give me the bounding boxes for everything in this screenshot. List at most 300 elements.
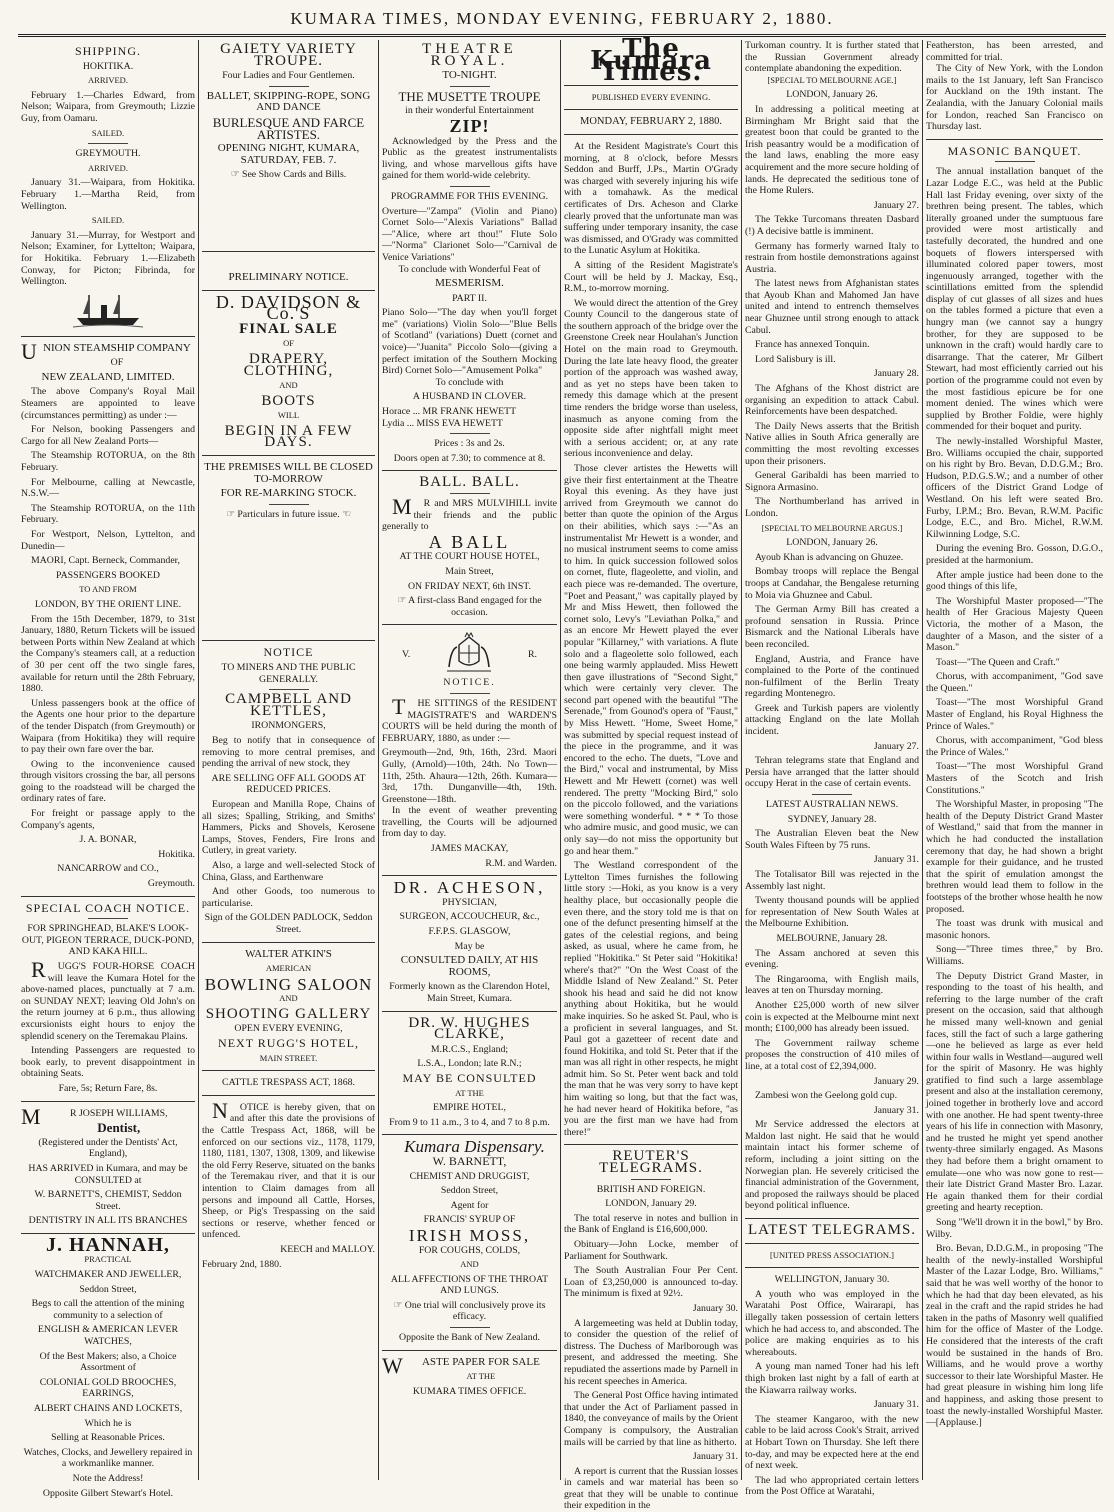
ad-text: ON FRIDAY NEXT, 6th INST. bbox=[407, 580, 531, 592]
ad-title: BEGIN IN A FEW DAYS. bbox=[224, 422, 353, 451]
ad-title: J. HANNAH, bbox=[46, 1233, 170, 1256]
ad-text: PASSENGERS BOOKED bbox=[56, 569, 160, 581]
divider bbox=[21, 1101, 195, 1102]
divider bbox=[382, 624, 557, 625]
article-paragraph: Bombay troops will replace the Bengal troops at Candahar, the Bengalese returning to Moia via Ghuznee and Cabul. bbox=[745, 566, 919, 601]
ad-text: Seddon Street, bbox=[79, 1283, 137, 1295]
ad-text: Seddon Street, bbox=[440, 1185, 499, 1197]
article-paragraph: Zambesi won the Geelong gold cup. bbox=[755, 1090, 898, 1102]
divider bbox=[450, 86, 490, 87]
ad-title: THE MUSETTE TROUPE bbox=[398, 88, 541, 104]
divider bbox=[202, 942, 375, 943]
ad-text: For Nelson, booking Passengers and Cargo for all New Zealand Ports— bbox=[21, 424, 195, 447]
ad-text: J. A. BONAR, bbox=[79, 834, 137, 846]
column-3 bbox=[379, 40, 560, 1478]
ad-text bbox=[202, 169, 375, 181]
header-title: KUMARA TIMES, MONDAY EVENING, FEBRUARY 2, 1880. bbox=[290, 9, 834, 28]
ad-title: NOTICE. bbox=[443, 677, 496, 689]
divider bbox=[450, 693, 490, 694]
divider bbox=[202, 455, 375, 456]
divider bbox=[564, 134, 738, 135]
dateline: January 31. bbox=[692, 1451, 738, 1463]
ad-text: Overture—"Zampa" (Violin and Piano) Cornet Solo—"Alexis Variations" Ballad—"Alice, where art thou!" Flute Solo—"Norma" Clarionet Solo—"Carnival de Venice Variations" bbox=[382, 205, 557, 263]
ad-title: NOTICE bbox=[263, 645, 314, 660]
section-heading: LATEST TELEGRAMS. bbox=[747, 1222, 917, 1239]
ad-text: KUMARA TIMES OFFICE. bbox=[412, 1385, 527, 1397]
ad-title: THEATRE ROYAL. bbox=[422, 41, 517, 69]
article-paragraph: The steamer Kangaroo, with the new cable to be laid across Cook's Strait, arrived at Hobart Town on Thursday. She left there to-day, and may be expected here at the end of next week. bbox=[745, 1413, 919, 1472]
ad-title: Kumara Dispensary. bbox=[404, 1137, 545, 1157]
ad-title: A BALL bbox=[428, 531, 511, 552]
ad-text: Opposite Gilbert Stewart's Hotel. bbox=[42, 1487, 174, 1499]
section-subheading: [SPECIAL TO MELBOURNE AGE.] bbox=[767, 74, 897, 85]
divider bbox=[202, 290, 375, 291]
ad-text: Greymouth—2nd, 9th, 16th, 23rd. Maori Gully, (Arnold)—10th, 24th. No Town—11th, 25th. Ahaura—12th, 26th. Kumara—3rd, 17th. Dunganville—4th, 19th. Greenstone—18th. bbox=[382, 747, 557, 805]
pointing-hand-icon: ☞ bbox=[230, 169, 242, 181]
ad-text: ENGLISH & AMERICAN LEVER WATCHES, bbox=[37, 1324, 179, 1348]
dateline: January 29. bbox=[873, 1075, 919, 1087]
ad-text: NEXT RUGG'S HOTEL, bbox=[218, 1036, 359, 1051]
divider bbox=[450, 1327, 490, 1328]
ad-text: FOR SPRINGHEAD, BLAKE'S LOOK-OUT, PIGEON TERRACE, DUCK-POND, AND KAKA HILL. bbox=[21, 923, 195, 958]
ad-text: AT THE bbox=[455, 1087, 484, 1098]
divider bbox=[382, 1350, 557, 1351]
divider bbox=[926, 139, 1103, 140]
article-paragraph: During the evening Bro. Gosson, D.G.O., presided at the harmonium. bbox=[926, 543, 1103, 566]
ad-title: WASTE PAPER FOR SALE bbox=[382, 1352, 540, 1378]
ad-text: AT THE bbox=[466, 1371, 496, 1382]
ad-text: M.R.C.S., England; bbox=[430, 1043, 509, 1055]
ad-text: Prices : 3s and 2s. bbox=[434, 438, 505, 450]
ad-text bbox=[382, 595, 557, 618]
ad-text: TO AND FROM bbox=[79, 584, 137, 595]
divider bbox=[450, 186, 490, 187]
ad-title: FINAL SALE bbox=[239, 320, 338, 337]
shipping-heading: SHIPPING. bbox=[74, 44, 141, 58]
ad-text: February 2nd, 1880. bbox=[202, 1258, 282, 1270]
ad-title: CATTLE TRESPASS ACT, 1868. bbox=[222, 1077, 355, 1089]
dateline: LONDON, January 26. bbox=[786, 537, 878, 549]
article-paragraph: Greek and Turkish papers are violently attacking England on the late Mollah incident. bbox=[745, 702, 919, 738]
article-paragraph: Mr Service addressed the electors at Maldon last night. He said that he would maintain intact his former scheme of reform, including a joint sitting on the Norwegian plan. He severely criticised the financial administration of the Government, and proposed the railways should be placed beyond political influence. bbox=[745, 1119, 919, 1212]
section-subheading: BRITISH AND FOREIGN. bbox=[596, 1183, 706, 1195]
ad-text: Greymouth. bbox=[147, 878, 195, 890]
article-paragraph: Another £25,000 worth of new silver coin is expected at the Melbourne mint next month; £100,000 has already been issued. bbox=[745, 999, 919, 1035]
divider bbox=[564, 1144, 738, 1145]
ad-text: AND bbox=[279, 380, 298, 391]
subheading: ARRIVED. bbox=[88, 162, 128, 173]
port-name: GREYMOUTH. bbox=[75, 148, 141, 160]
ad-text: Opposite the Bank of New Zealand. bbox=[399, 1332, 540, 1344]
crest-letter: R. bbox=[528, 648, 537, 660]
ad-text: LONDON, BY THE ORIENT LINE. bbox=[34, 598, 182, 610]
column-2 bbox=[199, 40, 378, 1478]
dateline: January 27. bbox=[873, 199, 919, 211]
article-paragraph: Toast—"The Queen and Craft." bbox=[936, 656, 1060, 668]
divider bbox=[202, 1095, 375, 1096]
dateline: January 28. bbox=[873, 368, 919, 380]
royal-crest-block bbox=[382, 631, 557, 677]
ad-text: Four Ladies and Four Gentlemen. bbox=[222, 70, 355, 82]
section-subheading: [SPECIAL TO MELBOURNE ARGUS.] bbox=[761, 522, 903, 533]
ad-text: Main Street, bbox=[445, 565, 494, 577]
ad-text: THE PREMISES WILL BE CLOSED TO-MORROW bbox=[204, 461, 373, 485]
ad-title: MR JOSEPH WILLIAMS, bbox=[21, 1103, 168, 1129]
article-paragraph: Featherston, has been arrested, and committed for trial. bbox=[926, 40, 1103, 63]
royal-crest-icon bbox=[443, 633, 495, 675]
ad-text: AT THE COURT HOUSE HOTEL, bbox=[399, 551, 540, 563]
article-paragraph: At the Resident Magistrate's Court this morning, at 8 o'clock, before Messrs Seddon and Burff, J.Ps., Martin O'Grady was charged with severely injuring his wife with a tomahawk. As the medical certificates of Drs. Acheson and Clarke clearly proved that the unfortunate man was suffering under temporary insanity, the case was dismissed, and O'Grady was committed to the Lunatic Asylum at Hokitika. bbox=[564, 140, 738, 257]
article-paragraph: France has annexed Tonquin. bbox=[755, 339, 870, 351]
ad-text: To conclude with Wonderful Feat of bbox=[398, 263, 541, 275]
article-paragraph: The Ringarooma, with English mails, leaves at ten on Thursday morning. bbox=[745, 973, 919, 997]
article-paragraph: Toast—"The most Worshipful Grand Master of England, his Royal Highness the Prince of Wales." bbox=[926, 697, 1103, 732]
divider bbox=[450, 493, 490, 494]
ad-text: Note the Address! bbox=[72, 1472, 144, 1484]
ad-text: HAS ARRIVED in Kumara, and may be CONSULTED at bbox=[28, 1162, 188, 1186]
article-paragraph: After ample justice had been done to the good things of this life, bbox=[926, 569, 1103, 593]
ad-text: One trial will conclusively prove its efficacy. bbox=[404, 1299, 546, 1323]
section-heading: LATEST AUSTRALIAN NEWS. bbox=[765, 799, 899, 811]
ad-title: WALTER ATKIN'S bbox=[245, 947, 332, 960]
pointing-hand-icon: ☞ bbox=[393, 1299, 405, 1311]
article-paragraph: Twenty thousand pounds will be applied for representation of New South Wales at the Melbourne Exhibition. bbox=[745, 895, 919, 930]
ad-title: BOOTS bbox=[261, 392, 316, 409]
article-paragraph: The German Army Bill has created a profound sensation in Russia. Prince Bismarck and the National Liberals have been reconciled. bbox=[745, 604, 919, 650]
divider bbox=[21, 336, 195, 337]
ad-text: NOTICE is hereby given, that on and after this date the provisions of the Cattle Trespass Act, 1868, will be enforced on our sections viz., 1178, 1179, 1180, 1181, 1307, 1308, 1309, and likewise the old Ferry Reserve, situated on the banks of the Teremakau river, and that it is our intention to Claim damages from all persons and impound all Cattle, Horses, Sheep, or Pig's Trespassing on the said sections or reserve, whether fenced or unfenced. bbox=[202, 1097, 375, 1241]
ad-text: BALLET, SKIPPING-ROPE, SONG AND DANCE bbox=[206, 89, 371, 114]
article-paragraph: Bro. Bevan, D.D.G.M., in proposing "The health of the newly-installed Worshipful Master of the Lazar Lodge, Bro. Williams," said that he was well worthy of the honor to which he had that day been elevated, as his zeal in the craft and the rapid strides he had taken in the paths of Masonry well qualified him for the office of Master of the Lodge. He considered that the interests of the craft would be sustained in the hands of Bro. Williams, and he would prove a worthy successor to their late Worshipful Master. He had great pleasure in wishing him long life and happiness, and asking those present to toast the newly-installed Worshipful Master.—[Applause.] bbox=[926, 1243, 1103, 1429]
dateline: January 30. bbox=[692, 1302, 738, 1314]
coach-heading: SPECIAL COACH NOTICE. bbox=[25, 900, 191, 915]
dateline: January 27. bbox=[873, 740, 919, 752]
published-line: PUBLISHED EVERY EVENING. bbox=[591, 91, 711, 102]
ad-title: DR. W. HUGHES CLARKE, bbox=[408, 1014, 531, 1043]
section-heading: MASONIC BANQUET. bbox=[947, 143, 1082, 158]
ad-text: F.F.P.S. GLASGOW, bbox=[428, 926, 511, 938]
ad-text: May be bbox=[454, 940, 485, 952]
column-4 bbox=[561, 34, 741, 1512]
ad-text: A first-class Band engaged for the occasion. bbox=[408, 595, 542, 618]
ad-title: DR. ACHESON, bbox=[393, 878, 546, 898]
article-paragraph: The latest news from Afghanistan states that Ayoub Khan and Mahomed Jan have united and intend to entrench themselves near Ghuznee until strong enough to attack Cabul. bbox=[745, 278, 919, 336]
divider bbox=[745, 1243, 919, 1244]
ad-text: Agent for bbox=[450, 1199, 489, 1211]
ad-text: Lydia ... MISS EVA HEWETT bbox=[382, 417, 503, 429]
ad-title: PRELIMINARY NOTICE. bbox=[228, 270, 349, 283]
ad-text: PRACTICAL bbox=[84, 1254, 132, 1265]
ad-title: NEW ZEALAND, LIMITED. bbox=[41, 370, 175, 383]
article-paragraph: Obituary—John Locke, member of Parliament for Southwark. bbox=[564, 1239, 738, 1262]
ad-text bbox=[382, 1300, 557, 1323]
divider bbox=[812, 794, 852, 795]
article-paragraph: A largemeeting was held at Dublin today, to consider the question of the relief of distress. The Duchess of Marlborough was present, and addressed the meeting. She repudiated the assertions made by Parnell in his recent speeches in America. bbox=[564, 1317, 738, 1387]
ad-title: IRISH MOSS, bbox=[408, 1225, 531, 1245]
ad-text: In the event of weather preventing travelling, the Courts will be adjourned from day to day. bbox=[382, 805, 557, 840]
ad-text: A HUSBAND IN CLOVER. bbox=[412, 391, 527, 403]
divider bbox=[269, 504, 309, 505]
ad-text: MR and MRS MULVIHILL invite their friends and the public generally to bbox=[382, 494, 557, 533]
article-paragraph: The City of New York, with the London mails to the 1st January, left San Francisco for Auckland on the 19th instant. The Zealandia, with the January Colonial mails for London, reached San Francisco on Thursday last. bbox=[926, 63, 1103, 133]
section-heading: REUTER'S TELEGRAMS. bbox=[599, 1148, 703, 1177]
ad-text: Owing to the inconvenience caused through visitors crossing the bar, all persons going to the roadstead will be charged the ordinary rates of fare. bbox=[21, 758, 195, 805]
ad-text: TO MINERS AND THE PUBLIC GENERALLY. bbox=[221, 662, 356, 685]
article-paragraph: The toast was drunk with musical and masonic honors. bbox=[926, 918, 1103, 941]
masthead: The Kumara Times. bbox=[590, 34, 712, 88]
pointing-hand-icon: ☞ bbox=[397, 595, 409, 607]
ad-text: Beg to notify that in consequence of removing to more central premises, and pending the arrival of new stock, they bbox=[202, 735, 375, 770]
divider bbox=[202, 1070, 375, 1071]
ad-text: ALBERT CHAINS AND LOCKETS, bbox=[33, 1403, 183, 1414]
ad-text: See Show Cards and Bills. bbox=[242, 169, 347, 181]
ad-text: FOR COUGHS, COLDS, bbox=[418, 1244, 521, 1256]
divider bbox=[202, 640, 375, 641]
ad-text: RUGG'S FOUR-HORSE COACH will leave the Kumara Hotel for the above-named places, punctually at 7 a.m. on SUNDAY NEXT; leaving Old John's on the return journey at 6 p.m., thus allowing excursionists eight hours to enjoy the splendid scenery on the Teremakau Plains. bbox=[21, 957, 195, 1042]
ad-text: AND bbox=[460, 1259, 479, 1270]
article-paragraph: The total reserve in notes and bullion in the Bank of England is £16,600,000. bbox=[564, 1212, 738, 1236]
pointing-hand-icon: ☜ bbox=[339, 508, 351, 520]
ad-text: Unless passengers book at the office of the Agents one hour prior to the departure of the tender Dispatch (from Greymouth) or Waipara (from Hokitika) they will require to pay their own fare over the bar. bbox=[21, 697, 195, 756]
article-paragraph: The Worshipful Master proposed—"The health of Her Gracious Majesty Queen Victoria, the mother of a Mason, the daughter of a Mason, and the sister of a Mason." bbox=[926, 595, 1103, 654]
ad-text: Watches, Clocks, and Jewellery repaired in a workmanlike manner. bbox=[23, 1446, 193, 1470]
ad-text: SURGEON, ACCOUCHEUR, &c., bbox=[399, 911, 540, 923]
divider bbox=[202, 251, 375, 252]
ad-title: PROGRAMME FOR THIS EVENING. bbox=[390, 190, 549, 202]
ad-text: ALL AFFECTIONS OF THE THROAT AND LUNGS. bbox=[390, 1273, 549, 1297]
ad-text: CHEMIST AND DRUGGIST, bbox=[409, 1170, 530, 1182]
ad-text: (Registered under the Dentists' Act, England), bbox=[38, 1136, 178, 1160]
ad-text: AMERICAN bbox=[265, 963, 312, 974]
divider bbox=[88, 918, 128, 919]
ad-text: WATCHMAKER AND JEWELLER, bbox=[34, 1269, 182, 1281]
ad-title: OF bbox=[110, 357, 124, 369]
ad-text: MAORI, Capt. Berneck, Commander, bbox=[31, 555, 180, 567]
article-paragraph: Toast—"The most Worshipful Grand Masters of the Scotch and Irish Constitutions." bbox=[926, 761, 1103, 796]
ad-text: OPENING NIGHT, KUMARA, SATURDAY, FEB. 7. bbox=[217, 142, 360, 166]
subheading: SAILED. bbox=[91, 215, 125, 226]
article-paragraph: Those clever artistes the Hewetts will give their first entertainment at the Theatre Royal this evening. As they have just arrived from Greymouth we cannot do better than quote the opinion of the Argus on their abilities, which says :—"As an instrumentalist Mr Hewett is a wonder, and no musical instrument seems to come amiss to him. In quick succession followed solos on cornet, flute, flageolette, and violin, and each piece was re-demanded. The overture, "Poet and Peasant," was capitally played by Mr and Miss Hewett, then followed the cornet solo, Levy's "Leviathan Polka," and as an encore Mr Hewett played the ever popular "Killarney," with variations. A flute solo and a flageolette solo followed, each one being warmly applauded. Miss Hewett then gave illustrations of "Second Sight," which were certainly very clever. The second part opened with the beautiful "The Serenade," from Gounod's opera of "Faust," by Miss Hewett. "Home, Sweet Home," was submitted by special request instead of the piece in the programme, and it was encored to the echo. The duets, "Love and the Bird," vocal and instrumental, by Miss Hewett and Mr Hewett (cornet) was well rendered. The pretty "Mocking Bird," solo on the piccolo followed, and the variations were something wonderful. * * * To those who admire music, and good music, we can only say—do not miss the opportunity but go and hear them." bbox=[564, 463, 738, 857]
ad-text: AND bbox=[279, 993, 298, 1004]
article-paragraph: The annual installation banquet of the Lazar Lodge E.C., was held at the Public Hall last Friday evening, over sixty of the brethren being present. The tables, which literally groaned under the sumptuous fare provided were most artistically and tastefully decorated, the hundred and one boquets of flowers interspersed with illuminated colored paper towers, most ingenuously arranged, together with the scintillations emitted from the splendid display of cut glasses of all sizes and hues on the tables formed a picture that even a hungry man (we cannot say a hungry brother, for they are supposed to be unknown in the craft) would hardly care to disarrange. That the caterer, Mr Gilbert Stewart, had most efficiently carried out his portion of the programme could not even by the most fastidious epicure be for one moment denied. The wines which were supplied by Brother Foldie, were highly commended for their boquet and purity. bbox=[926, 166, 1103, 433]
ad-text: Begs to call the attention of the mining community to a selection of bbox=[31, 1298, 185, 1321]
ad-text bbox=[202, 509, 375, 521]
article-paragraph: The Deputy District Grand Master, in responding to the toast of his health, and referring to the large number of the craft present on the occasion, said that although he missed many well-known and genial faces, still the fact of such a large gathering—one he believed as large as ever held within four walls in Westland—augured well for the spirit of Masonry. He was highly gratified to find such a large assemblage present and also at the installation ceremony, joined together in brotherly love and accord with one another. He had spent twenty-three years of his life in connection with Masonry, and he trusted he might yet spend another twenty-three similarly engaged. As Masons they had before them a bright ornament to emulate—one who was now gone to rest—their late District Grand Master Bro. Lazar. He again thanked them for their cordial greeting and hearty reception. bbox=[926, 970, 1103, 1214]
article-paragraph: The Australian Eleven beat the New South Wales Fifteen by 75 runs. bbox=[745, 828, 919, 851]
pointing-hand-icon: ☞ bbox=[226, 508, 238, 520]
ad-text: For freight or passage apply to the Company's agents, bbox=[21, 808, 195, 831]
article-paragraph: A youth who was employed in the Waratahi Post Office, Wairarapi, has illegally taken possession of certain letters which he had access to, and absconded. The police are making enquiries as to his whereabouts. bbox=[745, 1288, 919, 1358]
ad-text: Piano Solo—"The day when you'll forget me" (variations) Violin Solo—"Blue Bells of Scotland" (variations) Duett (cornet and voice)—"Juanita" Piccolo Solo—(giving a perfect imitation of the Southern Mocking Bird) Cornet Solo—"Amusement Polka" bbox=[382, 307, 557, 377]
ad-title: DRAPERY, CLOTHING, bbox=[243, 350, 334, 379]
article-paragraph: A report is current that the Russian losses in camels and war material has been so great that they will be unable to continue their expedition in the bbox=[564, 1465, 738, 1512]
ad-text: KEECH and MALLOY. bbox=[280, 1243, 375, 1255]
ad-text: WILL bbox=[277, 410, 300, 421]
ad-text: THE SITTINGS of the RESIDENT MAGISTRATE'S and WARDEN'S COURTS will be held during the month of FEBRUARY, 1880, as under :— bbox=[382, 693, 557, 744]
ad-text: FOR RE-MARKING STOCK. bbox=[220, 487, 357, 500]
article-paragraph: Chorus, with accompaniment, "God save the Queen." bbox=[926, 671, 1103, 694]
ad-text: Of the Best Makers; also, a Choice Assortment of bbox=[39, 1350, 177, 1374]
ad-text: OF bbox=[283, 338, 294, 349]
ad-text: The above Company's Royal Mail Steamers are appointed to leave (circumstances permitting) as under :— bbox=[21, 386, 195, 421]
article-paragraph: Song "We'll drown it in the bowl," by Bro. Wilby. bbox=[926, 1217, 1103, 1240]
ad-text: PHYSICIAN, bbox=[442, 896, 497, 908]
divider bbox=[631, 1179, 671, 1180]
divider bbox=[269, 86, 309, 87]
article-paragraph: Lord Salisbury is ill. bbox=[755, 353, 836, 365]
article-paragraph: Ayoub Khan is advancing on Ghuzee. bbox=[755, 551, 904, 563]
column-1 bbox=[18, 40, 198, 1499]
ad-text: European and Manilla Rope, Chains of all sizes; Spalling, Striking, and Smiths' Hammers, Picks and Shovels, Kerosene Lamps, Stoves, Fenders, Fire Irons and Cutlery, in great variety. bbox=[202, 798, 375, 857]
ad-text: L.S.A., London; late R.N.; bbox=[417, 1058, 522, 1070]
article-paragraph: Turkoman country. It is further stated that the Russian Government already contemplate abandoning the expedition. bbox=[745, 40, 919, 75]
divider bbox=[564, 109, 738, 110]
article-paragraph: The General Post Office having intimated that under the Act of Parliament passed in 1840, the conveyance of mails by the Orient Company is compulsory, the Australian mails will be carried by that line as hitherto. bbox=[564, 1390, 738, 1448]
ad-text: The Steamship ROTORUA, on the 11th February. bbox=[21, 502, 195, 526]
ad-text: in their wonderful Entertainment bbox=[405, 105, 534, 117]
article-paragraph: General Garibaldi has been married to Signora Armasino. bbox=[745, 470, 919, 493]
ad-text: Sign of the GOLDEN PADLOCK, Seddon Street. bbox=[204, 912, 373, 935]
dateline: LONDON, January 29. bbox=[605, 1198, 697, 1210]
dateline: January 31. bbox=[873, 854, 919, 866]
ad-title: ZIP! bbox=[449, 115, 490, 136]
ad-text: PART II. bbox=[452, 292, 487, 304]
dateline: MELBOURNE, January 28. bbox=[776, 932, 888, 944]
ad-text: W. BARNETT'S, CHEMIST, Seddon Street. bbox=[34, 1189, 182, 1212]
dateline: SYDNEY, January 28. bbox=[787, 813, 877, 825]
divider bbox=[450, 433, 490, 434]
article-paragraph: The newly-installed Worshipful Master, Bro. Williams occupied the chair, supported on his right by Bro. Bevan, D.D.G.M.; Bro. Hudson, P.D.G.S.W.; and a number of other officers of the District Grand Lodge of Westland. On his left were seated Bro. Furby, I.P.M.; Bro. Bevan, R.W.M. Pacific Lodge, E.C., and Bro. Michel, R.W.M. Kilwinning Lodge, S.C. bbox=[926, 436, 1103, 540]
port-name: HOKITIKA. bbox=[82, 60, 134, 72]
ad-text: And other Goods, too numerous to particularise. bbox=[202, 886, 375, 909]
issue-date: MONDAY, FEBRUARY 2, 1880. bbox=[580, 116, 722, 128]
shipping-entry: January 31.—Waipara, from Hokitika. February 1.—Martha Reid, from Wellington. bbox=[21, 177, 195, 212]
ad-text: Acknowledged by the Press and the Public as the greatest instrumentalists living, and whose marvellous gifts have gained for them world-wide celebrity. bbox=[382, 135, 557, 182]
ad-text: DENTISTRY IN ALL ITS BRANCHES bbox=[28, 1215, 188, 1227]
ad-text: MESMERISM. bbox=[435, 277, 504, 290]
subheading: SAILED. bbox=[91, 127, 125, 138]
ad-text: W. BARNETT, bbox=[432, 1153, 507, 1168]
crest-letter: V. bbox=[402, 648, 411, 660]
ad-text: CONSULTED DAILY, AT HIS ROOMS, bbox=[400, 954, 539, 978]
ad-text: MAIN STREET. bbox=[259, 1052, 318, 1063]
dateline: January 31. bbox=[873, 1399, 919, 1411]
divider bbox=[382, 875, 557, 876]
divider bbox=[382, 1011, 557, 1012]
column-5 bbox=[742, 40, 922, 1498]
article-paragraph: We would direct the attention of the Grey County Council to the dangerous state of the southern approach of the bridge over the Greenstone Creek near Houlahan's Junction Hotel on the main road to Greymouth. During the late late heavy flood, the greater portion of the approach was washed away, and as yet no steps have been taken to remedy this damage which at the present time renders the bridge worse than useless, inasmuch as anyone coming from the opposite side after nightfall might meet with a serious accident; or, at any rate serious inconvenience and delay. bbox=[564, 297, 738, 460]
dateline: January 31. bbox=[873, 1104, 919, 1116]
ad-title: GAIETY VARIETY TROUPE. bbox=[220, 41, 357, 69]
ad-text: Fare, 5s; Return Fare, 8s. bbox=[58, 1082, 158, 1094]
ad-text: Doors open at 7.30; to commence at 8. bbox=[393, 452, 546, 464]
divider bbox=[382, 470, 557, 471]
article-paragraph: The Afghans of the Khost district are organising an expedition to attack Cabul. Reinforcements have been despatched. bbox=[745, 383, 919, 418]
ad-text: Intending Passengers are requested to book early, to prevent disappointment in obtaining Seats. bbox=[21, 1045, 195, 1080]
divider bbox=[382, 1134, 557, 1135]
ad-text: Formerly known as the Clarendon Hotel, Main Street, Kumara. bbox=[389, 981, 550, 1004]
ad-text: NANCARROW and CO., bbox=[57, 863, 159, 875]
article-paragraph: The Daily News asserts that the British Native allies in South Africa generally are committing the most revolting excesses upon their prisoners. bbox=[745, 420, 919, 467]
ad-text: R.M. and Warden. bbox=[485, 857, 557, 869]
ad-text: ARE SELLING OFF ALL GOODS AT REDUCED PRICES. bbox=[211, 772, 366, 796]
dateline: LONDON, January 26. bbox=[786, 89, 878, 101]
ad-title: BOWLING SALOON bbox=[204, 974, 373, 994]
ad-text: For Westport, Nelson, Lyttelton, and Dunedin— bbox=[21, 529, 195, 552]
ad-text: BURLESQUE AND FARCE ARTISTES. bbox=[212, 114, 365, 142]
ad-text: To conclude with bbox=[435, 376, 504, 388]
section-subheading: [UNITED PRESS ASSOCIATION.] bbox=[770, 1249, 894, 1260]
dateline: WELLINGTON, January 30. bbox=[774, 1274, 890, 1286]
ad-text: From 9 to 11 a.m., 3 to 4, and 7 to 8 p.m. bbox=[389, 1116, 550, 1128]
divider bbox=[269, 689, 309, 690]
ad-text: EMPIRE HOTEL, bbox=[433, 1102, 506, 1114]
ad-title: Dentist, bbox=[97, 1120, 141, 1136]
ad-text: Horace ... MR FRANK HEWETT bbox=[382, 406, 517, 418]
subheading: ARRIVED. bbox=[88, 75, 128, 86]
article-paragraph: Germany has formerly warned Italy to restrain from hostile demonstrations against Austria. bbox=[745, 240, 919, 275]
ad-title: BALL. BALL. bbox=[419, 474, 520, 491]
column-6 bbox=[923, 40, 1106, 1478]
ad-title: UNION STEAMSHIP COMPANY bbox=[21, 338, 191, 364]
ad-text: TO-NIGHT. bbox=[442, 69, 497, 82]
article-paragraph: The Worshipful Master, in proposing "The health of the Deputy District Grand Master of Westland," said that from the manner in which he had conducted the installation ceremony that day, he had shown a bright example for their guidance, and he trusted that the spirit of emulation amongst the brethren would lead them to follow in the footsteps of the brother whose health he now proposed. bbox=[926, 799, 1103, 915]
article-paragraph: The Tekke Turcomans threaten Dasbard (!) A decisive battle is imminent. bbox=[745, 214, 919, 237]
article-paragraph: The South Australian Four Per Cent. Loan of £3,250,000 is announced to-day. The minimum is fixed at 92½. bbox=[564, 1265, 738, 1300]
ad-title: SHOOTING GALLERY bbox=[205, 1005, 372, 1022]
article-paragraph: The Assam anchored at seven this evening. bbox=[745, 947, 919, 971]
ad-title: D. DAVIDSON & Co.'S bbox=[215, 291, 362, 324]
ad-text: Particulars in future issue. bbox=[237, 508, 340, 520]
ad-text: MAY BE CONSULTED bbox=[402, 1070, 537, 1085]
page-header bbox=[18, 4, 1106, 37]
divider bbox=[21, 896, 195, 897]
article-paragraph: England, Austria, and France have complained to the Porte of the continued non-fulfilment of the Berlin Treaty regarding Montenegro. bbox=[745, 653, 919, 700]
article-paragraph: In addressing a political meeting at Birmingham Mr Bright said that the greatest boon that could be granted to the Irish peasantry would be a modification of the land laws, enabling the more easy acquirement and the more secure holding of lands. He deprecated the seditious tone of the Home Rulers. bbox=[745, 103, 919, 197]
article-paragraph: The Northumberland has arrived in London. bbox=[745, 496, 919, 519]
article-paragraph: Tehran telegrams state that England and Persia have arranged that the latter should occupy Herat in the case of certain events. bbox=[745, 755, 919, 790]
article-paragraph: A young man named Toner had his left thigh broken last night by a fall of earth at the Kiawarra railway works. bbox=[745, 1361, 919, 1396]
article-paragraph: Chorus, with accompaniment, "God bless the Prince of Wales." bbox=[926, 735, 1103, 758]
shipping-entry: February 1.—Charles Edward, from Nelson; Waipara, from Greymouth; Lizzie Guy, from Oamaru. bbox=[21, 89, 195, 124]
article-paragraph: The Totalisator Bill was rejected in the Assembly last night. bbox=[745, 869, 919, 892]
divider bbox=[88, 143, 128, 144]
steamship-icon bbox=[73, 292, 143, 330]
ad-text: From the 15th December, 1879, to 31st January, 1880, Return Tickets will be issued between Ports within New Zealand at which the Company's steamers call, at a reduction of 30 per cent off the two single fares, available for return until the 28th February, 1880. bbox=[21, 613, 195, 695]
ad-text: Selling at Reasonable Prices. bbox=[51, 1432, 165, 1444]
ad-text: OPEN EVERY EVENING, bbox=[234, 1023, 343, 1035]
ad-text: FRANCIS' SYRUP OF bbox=[423, 1214, 516, 1226]
ad-title: CAMPBELL AND KETTLES, bbox=[225, 691, 352, 719]
article-paragraph: The lad who appropriated certain letters from the Post Office at Waratahi, bbox=[745, 1474, 919, 1498]
divider bbox=[745, 1267, 919, 1268]
ad-text: Hokitika. bbox=[158, 848, 195, 860]
divider bbox=[745, 1218, 919, 1219]
ad-text: IRONMONGERS, bbox=[251, 720, 326, 732]
article-paragraph: The Government railway scheme proposes the construction of 410 miles of line, at a total cost of £2,394,000. bbox=[745, 1037, 919, 1072]
ad-text: JAMES MACKAY, bbox=[430, 843, 509, 855]
ad-text: COLONIAL GOLD BROOCHES, EARRINGS, bbox=[39, 1376, 177, 1400]
article-paragraph: The Westland correspondent of the Lyttelton Times furnishes the following little story :—Hoki, as you know is a very healthy place, but occasionally people die even there, and the story told me is that on one of the defunct presenting himself at the gates of the celestial regions, and being asked, as usual, where he came from, he replied "Hokitika." St Peter said "Hokitika! where's that?" "On the West Coast of the Middle Island of New Zealand." St. Peter shook his head and said he did not know anything about Hokitika, but he would make inquiries. So he asked St. Paul, who is a proficient in several languages, and St. Paul got a gazetteer of recent date and found Hokitika, and told St. Peter that if the man was all right in other respects, he might admit him. So St. Peter went back and told the man that he was very sorry to have kept him waiting so long, but that the fact was, he had never heard of Hokitika before, "as you are the first man we have had from there!" bbox=[564, 860, 738, 1138]
article-paragraph: Song—"Three times three," by Bro. Williams. bbox=[926, 944, 1103, 967]
divider bbox=[995, 161, 1035, 162]
article-paragraph: A sitting of the Resident Magistrate's Court will be held by J. Mackay, Esq., R.M., to-morrow morning. bbox=[564, 259, 738, 295]
ad-text: Also, a large and well-selected Stock of China, Glass, and Earthenware bbox=[202, 859, 375, 883]
ad-text: For Melbourne, calling at Newcastle, N.S.W.— bbox=[21, 476, 195, 500]
shipping-entry: January 31.—Murray, for Westport and Nelson; Examiner, for Lyttelton; Waipara, for Hokitika. February 1.—Elizabeth Conway, for Picton; Fibrinda, for Wellington. bbox=[21, 229, 195, 288]
ad-text: The Steamship ROTORUA, on the 8th February. bbox=[21, 450, 195, 474]
ad-text: Which he is bbox=[84, 1417, 132, 1429]
